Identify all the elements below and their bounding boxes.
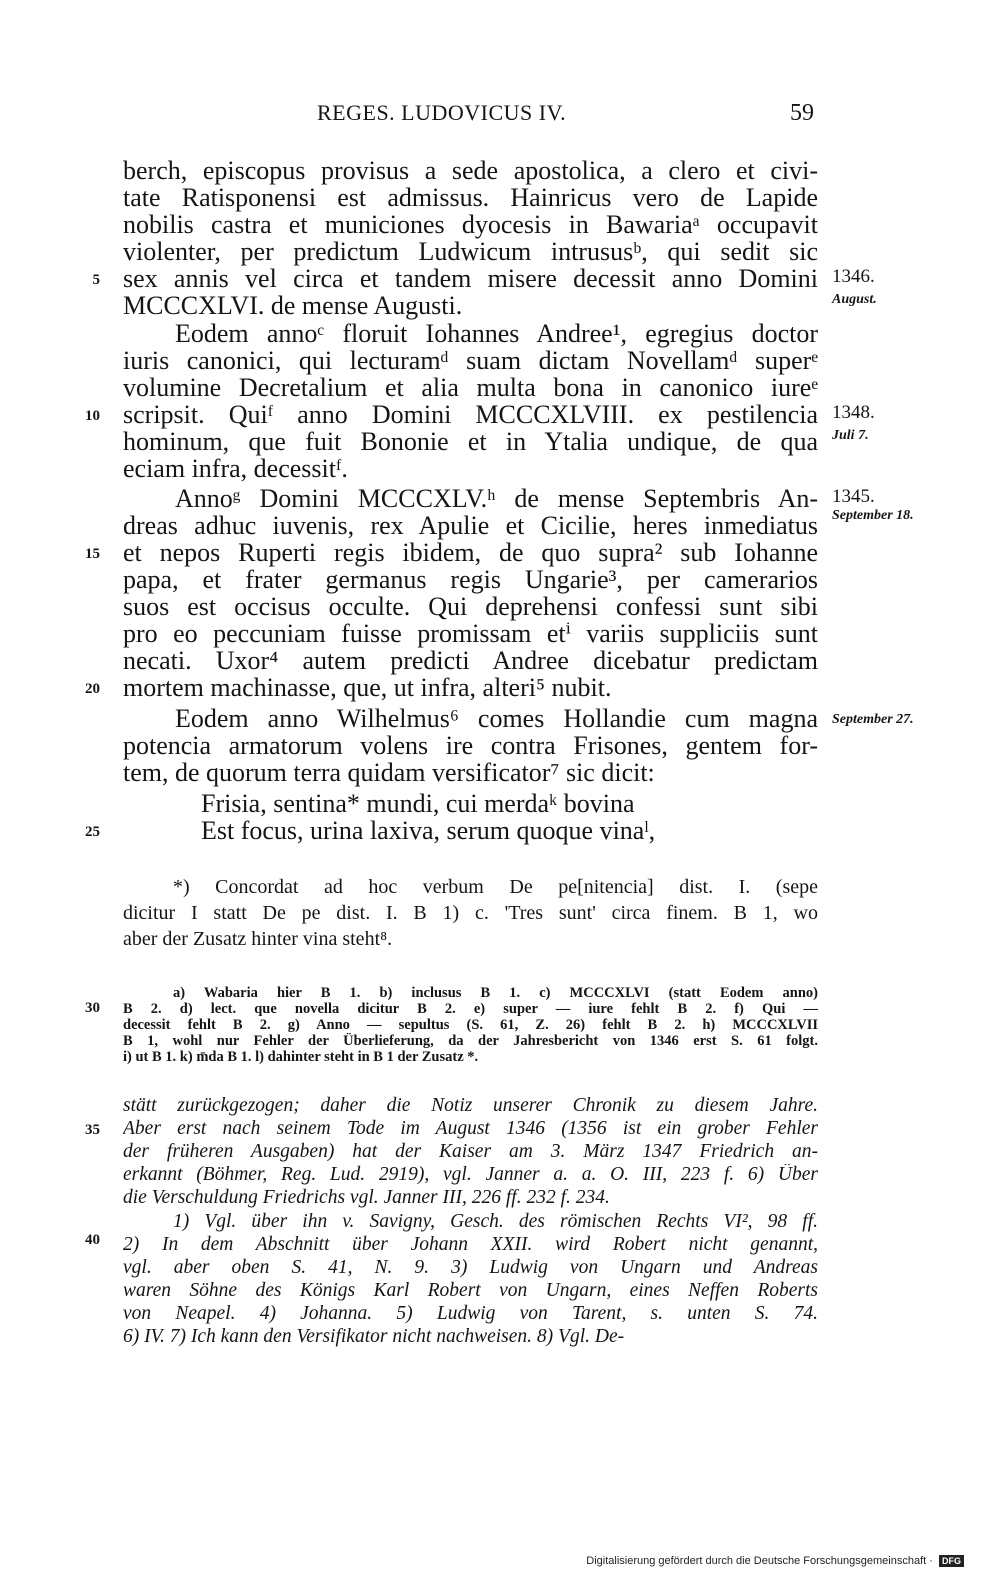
commentary-line: der früheren Ausgaben) hat der Kaiser am 3. März 1347 Friedrich an- bbox=[123, 1141, 818, 1162]
commentary-line: vgl. aber oben S. 41, N. 9. 3) Ludwig von Ungarn und Andreas bbox=[123, 1257, 818, 1278]
text-line: nobilis castra et municiones dyocesis in Bawariaᵃ occupavit bbox=[123, 210, 818, 239]
page-number: 59 bbox=[790, 100, 814, 126]
text-line: berch, episcopus provisus a sede apostolica, a clero et civi- bbox=[123, 156, 818, 185]
line-number: 35 bbox=[85, 1122, 100, 1138]
text-line: potencia armatorum volens ire contra Frisones, gentem for- bbox=[123, 731, 818, 760]
text-line: papa, et frater germanus regis Ungarie³, per camerarios bbox=[123, 565, 818, 594]
variant-line: B 2. d) lect. que novella dicitur B 2. e) super — iure fehlt B 2. f) Qui — bbox=[123, 1001, 818, 1017]
text-line: mortem machinasse, que, ut infra, alteri⁵ nubit. bbox=[123, 673, 612, 702]
variant-line: a) Wabaria hier B 1. b) inclusus B 1. c) MCCCXLVI (statt Eodem anno) bbox=[173, 985, 818, 1001]
digitization-credit: Digitalisierung gefördert durch die Deutsche Forschungsgemeinschaft · DFG bbox=[586, 1555, 964, 1567]
commentary-line: stätt zurückgezogen; daher die Notiz unserer Chronik zu diesem Jahre. bbox=[123, 1095, 818, 1116]
text-line: eciam infra, decessitᶠ. bbox=[123, 454, 348, 483]
text-line: dreas adhuc iuvenis, rex Apulie et Cicilie, heres inmediatus bbox=[123, 511, 818, 540]
margin-year: 1348. bbox=[832, 402, 875, 423]
line-number: 5 bbox=[92, 272, 100, 288]
text-line: suos est occisus occulte. Qui deprehensi confessi sunt sibi bbox=[123, 592, 818, 621]
variant-line: decessit fehlt B 2. g) Anno — sepultus (S. 61, Z. 26) fehlt B 2. h) MCCCXLVII bbox=[123, 1017, 818, 1033]
text-line: pro eo peccuniam fuisse promissam etⁱ variis suppliciis sunt bbox=[123, 619, 818, 648]
text-line: violenter, per predictum Ludwicum intrususᵇ, qui sedit sic bbox=[123, 237, 818, 266]
variant-line: i) ut B 1. k) m̄da B 1. l) dahinter steht in B 1 der Zusatz *. bbox=[123, 1049, 479, 1065]
margin-date: September 27. bbox=[832, 712, 914, 727]
text-line: iuris canonici, qui lecturamᵈ suam dictam Novellamᵈ superᵉ bbox=[123, 346, 818, 375]
text-line: sex annis vel circa et tandem misere decessit anno Domini bbox=[123, 264, 818, 293]
text-line: tate Ratisponensi est admissus. Hainricus vero de Lapide bbox=[123, 183, 818, 212]
margin-year: 1345. bbox=[832, 486, 875, 507]
text-line: Eodem annoᶜ floruit Iohannes Andree¹, egregius doctor bbox=[175, 319, 818, 348]
commentary-line: waren Söhne des Königs Karl Robert von Ungarn, eines Neffen Roberts bbox=[123, 1280, 818, 1301]
commentary-line: von Neapel. 4) Johanna. 5) Ludwig von Tarent, s. unten S. 74. bbox=[123, 1303, 818, 1324]
author-note-line: *) Concordat ad hoc verbum De pe[nitencia] dist. I. (sepe bbox=[173, 876, 818, 898]
line-number: 40 bbox=[85, 1232, 100, 1248]
dfg-logo: DFG bbox=[939, 1555, 964, 1567]
credit-text: Digitalisierung gefördert durch die Deutsche Forschungsgemeinschaft bbox=[586, 1555, 927, 1567]
commentary-line: die Verschuldung Friedrichs vgl. Janner III, 226 ff. 232 f. 234. bbox=[123, 1187, 610, 1208]
text-line: Annoᵍ Domini MCCCXLV.ʰ de mense Septembris An- bbox=[175, 484, 818, 513]
text-line: necati. Uxor⁴ autem predicti Andree dicebatur predictam bbox=[123, 646, 818, 675]
text-line: et nepos Ruperti regis ibidem, de quo supra² sub Iohanne bbox=[123, 538, 818, 567]
variant-line: B 1, wohl nur Fehler der Überlieferung, da der Jahresbericht von 1346 erst S. 61 folgt. bbox=[123, 1033, 818, 1049]
author-note-line: aber der Zusatz hinter vina steht⁸. bbox=[123, 928, 393, 950]
text-line: volumine Decretalium et alia multa bona in canonico iureᵉ bbox=[123, 373, 818, 402]
commentary-line: 1) Vgl. über ihn v. Savigny, Gesch. des römischen Rechts VI², 98 ff. bbox=[173, 1211, 818, 1232]
verse-line: Est focus, urina laxiva, serum quoque vinaˡ, bbox=[201, 816, 656, 845]
text-line: hominum, que fuit Bononie et in Ytalia undique, de qua bbox=[123, 427, 818, 456]
margin-date: September 18. bbox=[832, 508, 914, 523]
line-number: 15 bbox=[85, 546, 100, 562]
line-number: 20 bbox=[85, 681, 100, 697]
margin-date: August. bbox=[832, 292, 877, 307]
text-line: MCCCXLVI. de mense Augusti. bbox=[123, 291, 463, 320]
text-line: scripsit. Quiᶠ anno Domini MCCCXLVIII. ex pestilencia bbox=[123, 400, 818, 429]
verse-line: Frisia, sentina* mundi, cui merdaᵏ bovina bbox=[201, 789, 635, 818]
commentary-line: 6) IV. 7) Ich kann den Versifikator nicht nachweisen. 8) Vgl. De- bbox=[123, 1326, 625, 1347]
margin-date: Juli 7. bbox=[832, 428, 869, 443]
line-number: 25 bbox=[85, 824, 100, 840]
commentary-line: Aber erst nach seinem Tode im August 1346 (1356 ist ein grober Fehler bbox=[123, 1118, 818, 1139]
margin-year: 1346. bbox=[832, 266, 875, 287]
line-number: 10 bbox=[85, 408, 100, 424]
text-line: Eodem anno Wilhelmus⁶ comes Hollandie cum magna bbox=[175, 704, 818, 733]
commentary-line: erkannt (Böhmer, Reg. Lud. 2919), vgl. Janner a. a. O. III, 223 f. 6) Über bbox=[123, 1164, 818, 1185]
author-note-line: dicitur I statt De pe dist. I. B 1) c. 'Tres sunt' circa finem. B 1, wo bbox=[123, 902, 818, 924]
line-number: 30 bbox=[85, 1000, 100, 1016]
commentary-line: 2) In dem Abschnitt über Johann XXII. wird Robert nicht genannt, bbox=[123, 1234, 818, 1255]
text-line: tem, de quorum terra quidam versificator⁷ sic dicit: bbox=[123, 758, 655, 787]
running-title: REGES. LUDOVICUS IV. bbox=[317, 100, 567, 125]
